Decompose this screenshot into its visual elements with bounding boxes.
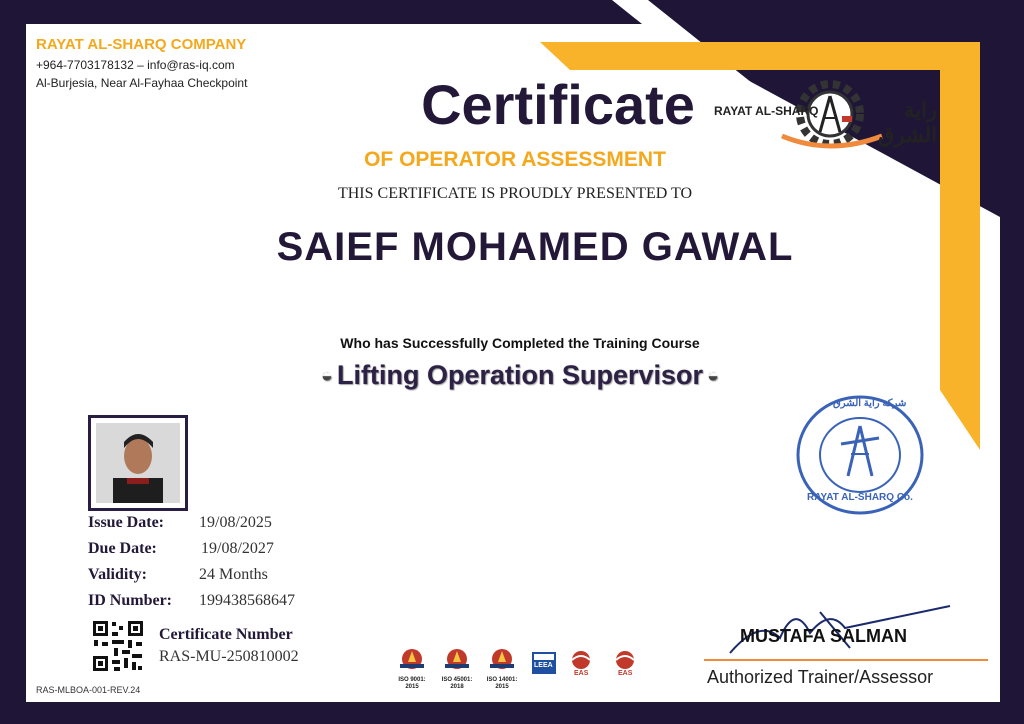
completed-course-text: Who has Successfully Completed the Training Course	[340, 335, 700, 351]
signer-role: Authorized Trainer/Assessor	[707, 667, 934, 687]
validity-label: Validity:	[88, 566, 147, 583]
eas-badge-icon	[566, 650, 596, 670]
accreditation-iso9001	[392, 648, 432, 691]
accreditation-iso45001	[437, 648, 477, 691]
issue-date-label: Issue Date:	[88, 514, 164, 531]
certificate-title: Certificate	[421, 73, 695, 136]
course-name: Lifting Operation Supervisor	[336, 360, 704, 390]
bullet-right-icon: ◒	[707, 365, 720, 388]
company-contact: +964-7703178132 – info@ras-iq.com	[36, 58, 235, 72]
certificate-number-value: RAS-MU-250810002	[159, 648, 299, 665]
person-portrait-icon	[91, 418, 185, 508]
eas-badge-icon	[610, 650, 640, 670]
badge-label-3: ISO 14001:	[486, 677, 518, 683]
company-address: Al-Burjesia, Near Al-Fayhaa Checkpoint	[36, 76, 248, 90]
qr-code-icon	[92, 620, 144, 672]
badge-year-1: 2015	[405, 684, 419, 690]
eas-label-1: EAS	[574, 670, 589, 677]
revision-code: RAS-MLBOA-001-REV.24	[36, 685, 141, 695]
bullet-left-icon: ◒	[320, 365, 333, 388]
company-stamp	[793, 392, 927, 518]
qr-code[interactable]	[92, 620, 144, 672]
logo-text-ar: راية الشرق	[878, 99, 937, 147]
accreditation-eas-2	[610, 650, 640, 675]
badge-label-2: ISO 45001:	[441, 677, 473, 683]
stamp-text-ar: شركة راية الشرق	[833, 398, 907, 409]
validity-value: 24 Months	[199, 566, 268, 583]
issue-date-value: 19/08/2025	[199, 514, 272, 531]
badge-year-3: 2015	[495, 684, 509, 690]
certificate-number-label: Certificate Number	[159, 626, 293, 643]
accreditation-leea	[530, 650, 558, 681]
iso-badge-icon	[482, 648, 522, 672]
recipient-name: SAIEF MOHAMED GAWAL	[276, 225, 794, 269]
accreditation-iso14001	[482, 648, 522, 691]
logo-text-en: RAYAT AL-SHARQ	[714, 104, 819, 118]
badge-label-1: ISO 9001:	[398, 677, 426, 683]
iso-badge-icon	[437, 648, 477, 672]
eas-label-2: EAS	[618, 670, 633, 677]
id-number-label: ID Number:	[88, 592, 172, 609]
iso-badge-icon	[392, 648, 432, 672]
due-date-value: 19/08/2027	[201, 540, 274, 557]
course-title	[200, 360, 840, 391]
accreditation-eas-1	[566, 650, 596, 675]
recipient-photo	[88, 415, 188, 511]
company-name: RAYAT AL-SHARQ COMPANY	[36, 36, 247, 53]
leea-label: LEEA	[534, 662, 553, 669]
signer-name: MUSTAFA SALMAN	[740, 626, 907, 646]
badge-year-2: 2018	[450, 684, 464, 690]
certificate-subtitle: OF OPERATOR ASSESSMENT	[364, 148, 666, 171]
stamp-text-en: RAYAT AL-SHARQ Co.	[807, 492, 913, 503]
signature-line	[704, 659, 988, 661]
id-number-value: 199438568647	[199, 592, 295, 609]
presented-to-text: THIS CERTIFICATE IS PROUDLY PRESENTED TO	[337, 185, 693, 202]
right-dark-edge	[1000, 180, 1024, 724]
due-date-label: Due Date:	[88, 540, 157, 557]
